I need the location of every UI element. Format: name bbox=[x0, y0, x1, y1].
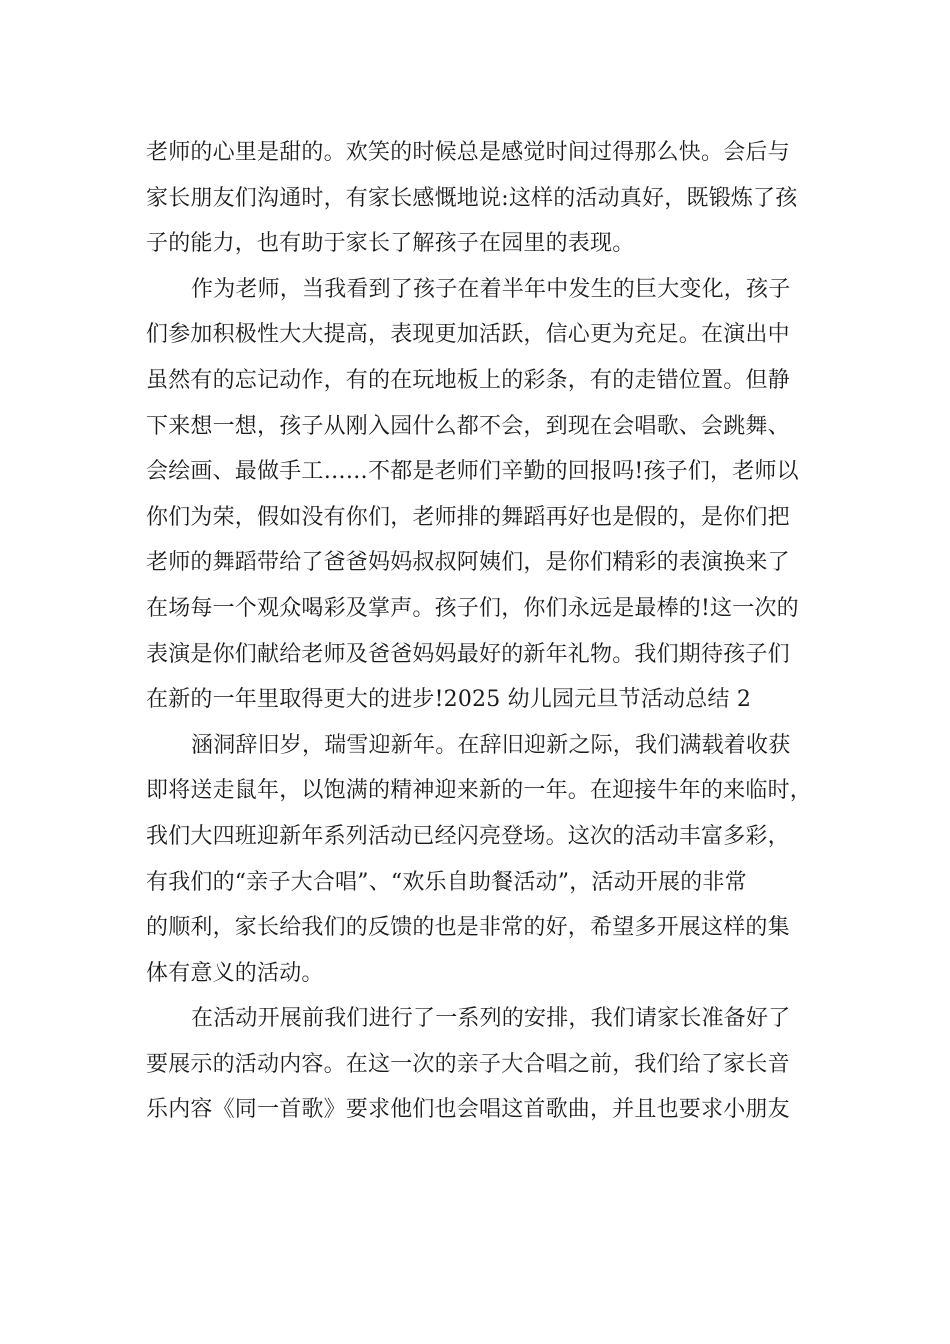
text-line: 即将送走鼠年，以饱满的精神迎来新的一年。在迎接牛年的来临时， bbox=[146, 778, 813, 804]
text-line: 涵洞辞旧岁，瑞雪迎新年。在辞旧迎新之际，我们满载着收获 bbox=[191, 732, 791, 758]
text-line: 子的能力，也有助于家长了解孩子在园里的表现。 bbox=[146, 231, 635, 257]
text-line: 在场每一个观众喝彩及掌声。孩子们，你们永远是最棒的!这一次的 bbox=[146, 595, 799, 621]
text-line: 乐内容《同一首歌》要求他们也会唱这首歌曲，并且也要求小朋友 bbox=[146, 1097, 790, 1123]
text-line: 老师的心里是甜的。欢笑的时候总是感觉时间过得那么快。会后与 bbox=[146, 140, 790, 165]
text-line: 我们大四班迎新年系列活动已经闪亮登场。这次的活动丰富多彩， bbox=[146, 823, 790, 849]
text-line: 有我们的“亲子大合唱”、“欢乐自助餐活动”，活动开展的非常 bbox=[146, 869, 747, 895]
text-line: 体有意义的活动。 bbox=[146, 960, 324, 986]
text-line: 的顺利，家长给我们的反馈的也是非常的好，希望多开展这样的集 bbox=[146, 915, 790, 941]
text-line: 会绘画、最做手工……不都是老师们辛勤的回报吗!孩子们，老师以 bbox=[146, 459, 799, 485]
text-line: 要展示的活动内容。在这一次的亲子大合唱之前，我们给了家长音 bbox=[146, 1051, 790, 1077]
text-line: 下来想一想，孩子从刚入园什么都不会，到现在会唱歌、会跳舞、 bbox=[146, 413, 790, 439]
text-line: 在活动开展前我们进行了一系列的安排，我们请家长准备好了 bbox=[191, 1006, 791, 1032]
text-line: 家长朋友们沟通时，有家长感慨地说:这样的活动真好，既锻炼了孩 bbox=[146, 185, 798, 211]
text-line: 们参加积极性大大提高，表现更加活跃，信心更为充足。在演出中 bbox=[146, 322, 790, 348]
text-line: 你们为荣，假如没有你们，老师排的舞蹈再好也是假的，是你们把 bbox=[146, 504, 790, 530]
text-line: 表演是你们献给老师及爸爸妈妈最好的新年礼物。我们期待孩子们 bbox=[146, 641, 790, 667]
text-line: 老师的舞蹈带给了爸爸妈妈叔叔阿姨们，是你们精彩的表演换来了 bbox=[146, 550, 790, 576]
text-line: 虽然有的忘记动作，有的在玩地板上的彩条，有的走错位置。但静 bbox=[146, 367, 790, 393]
text-line: 在新的一年里取得更大的进步!2025 幼儿园元旦节活动总结 2 bbox=[146, 687, 752, 713]
text-line: 作为老师，当我看到了孩子在着半年中发生的巨大变化，孩子 bbox=[191, 276, 791, 302]
document-body bbox=[146, 130, 826, 1133]
